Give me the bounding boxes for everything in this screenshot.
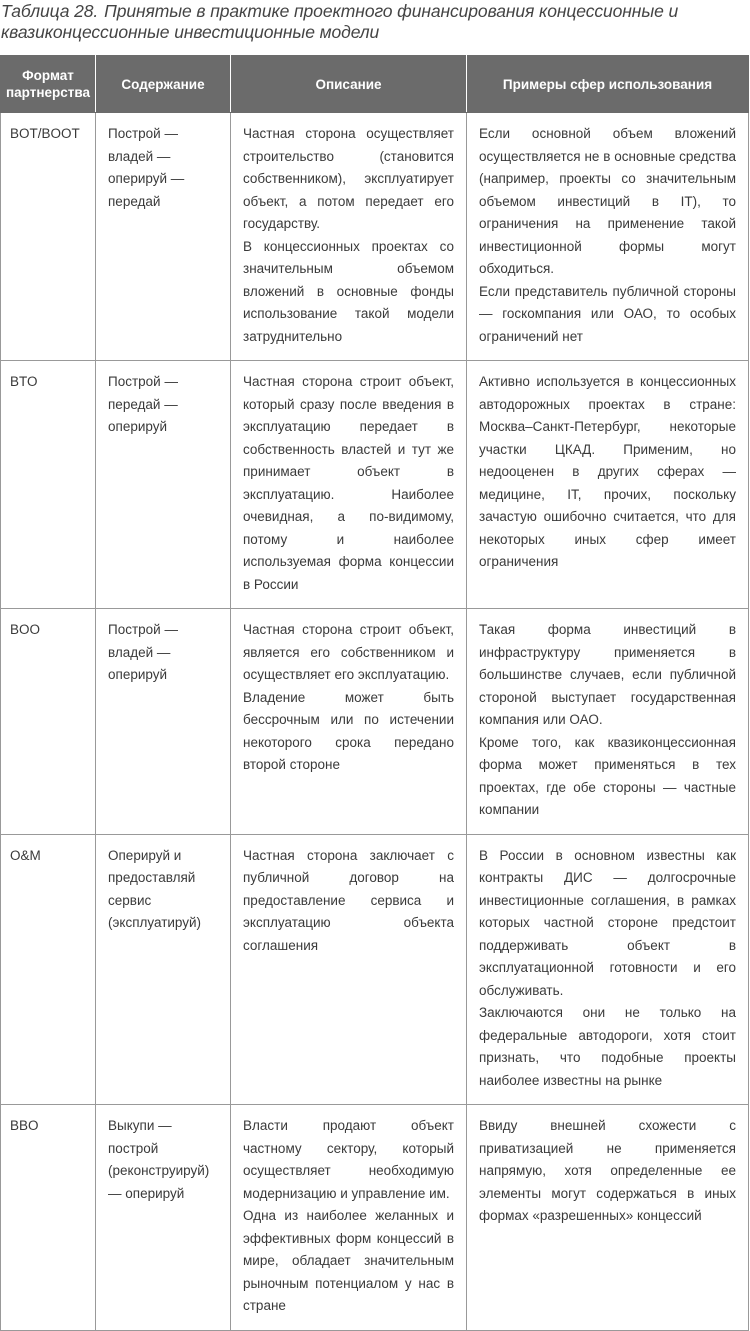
cell-format: BTO xyxy=(1,361,96,609)
cell-content: Построй — передай — оперируй xyxy=(96,361,231,609)
examples-paragraph: Ввиду внешней схожести с приватизацией не применяется напрямую, хотя определенные ее элементы могут содержаться в иных формах «разрешенных» концессий xyxy=(479,1118,736,1223)
examples-paragraph: В России в основном известны как контракты ДИС — долгосрочные инвестиционные соглашения, в рамках которых частной стороне предстоит поддерживать объект в эксплуатационной готовности и его обслуживать. xyxy=(479,847,736,998)
description-paragraph: Одна из наиболее желанных и эффективных форм концессий в мире, обладает значительным рыночным потенциалом у нас в стране xyxy=(243,1208,454,1313)
header-description: Описание xyxy=(231,56,467,113)
cell-examples xyxy=(467,361,749,609)
description-paragraph: Частная сторона строит объект, который сразу после введения в эксплуатацию передает в собственность властей и тут же принимает объект в эксплуатацию. Наиболее очевидная, а по-видимому, потому и наиболее используемая форма концессии в России xyxy=(243,374,454,592)
cell-content: Оперируй и предоставляй сервис (эксплуатируй) xyxy=(96,834,231,1105)
cell-content: Построй — владей — оперируй — передай xyxy=(96,113,231,361)
cell-description xyxy=(231,834,467,1105)
header-examples: Примеры сфер использования xyxy=(467,56,749,113)
header-content: Содержание xyxy=(96,56,231,113)
description-paragraph: Частная сторона заключает с публичной договор на предоставление сервиса и эксплуатацию объекта соглашения xyxy=(243,847,454,953)
header-format: Формат партнерства xyxy=(1,56,96,113)
cell-format: BBO xyxy=(1,1105,96,1331)
description-paragraph: Частная сторона осуществляет строительство (становится собственником), эксплуатирует объект, а потом передает его государству. xyxy=(243,126,454,231)
description-paragraph: Владение может быть бессрочным или по истечении некоторого срока передано второй стороне xyxy=(243,689,454,772)
description-paragraph: В концессионных проектах со значительным объемом вложений в основные фонды использование такой модели затруднительно xyxy=(243,238,454,344)
table-caption-label: Таблица 28. xyxy=(1,1,99,21)
table-row xyxy=(1,1105,749,1331)
table-caption xyxy=(0,0,750,50)
table-row xyxy=(1,361,749,609)
cell-content: Построй — владей — оперируй xyxy=(96,609,231,835)
cell-examples xyxy=(467,113,749,361)
examples-paragraph: Кроме того, как квазиконцессионная форма может применяться в тех проектах, где обе стороны — частные компании xyxy=(479,734,736,817)
cell-description xyxy=(231,361,467,609)
cell-content: Выкупи — построй (реконструируй) — оперируй xyxy=(96,1105,231,1331)
cell-format: O&M xyxy=(1,834,96,1105)
description-paragraph: Власти продают объект частному сектору, который осуществляет необходимую модернизацию и управление им. xyxy=(243,1118,454,1201)
table-row xyxy=(1,834,749,1105)
cell-examples xyxy=(467,834,749,1105)
examples-paragraph: Заключаются они не только на федеральные автодороги, хотя стоит признать, что подобные проекты наиболее известны на рынке xyxy=(479,1005,736,1088)
cell-examples xyxy=(467,609,749,835)
cell-description xyxy=(231,1105,467,1331)
table-row xyxy=(1,609,749,835)
examples-paragraph: Такая форма инвестиций в инфраструктуру применяется в большинстве случаев, если публичной стороной выступает государственная компания или ОАО. xyxy=(479,622,736,727)
table-caption-text: Принятые в практике проектного финансирования концессионные и квазиконцессионные инвестиционные модели xyxy=(1,1,679,42)
investment-models-table xyxy=(0,55,749,1331)
examples-paragraph: Если основной объем вложений осуществляется не в основные средства (например, проекты со значительным объемом инвестиций в IT), то ограничения на применение такой инвестиционной формы могут обходиться. xyxy=(479,126,736,276)
description-paragraph: Частная сторона строит объект, является его собственником и осуществляет его эксплуатацию. xyxy=(243,622,454,682)
table-row xyxy=(1,113,749,361)
cell-format: BOT/BOOT xyxy=(1,113,96,361)
cell-format: BOO xyxy=(1,609,96,835)
cell-examples xyxy=(467,1105,749,1331)
cell-description xyxy=(231,113,467,361)
examples-paragraph: Если представитель публичной стороны — госкомпания или ОАО, то особых ограничений нет xyxy=(479,283,736,344)
examples-paragraph: Активно используется в концессионных автодорожных проектах в стране: Москва–Санкт-Петербург, некоторые участки ЦКАД. Применим, но недооценен в других сферах — медицине, IT, прочих, поскольку зачастую ошибочно считается, что для некоторых иных сфер имеет ограничения xyxy=(479,374,736,569)
cell-description xyxy=(231,609,467,835)
table-header xyxy=(1,56,749,113)
